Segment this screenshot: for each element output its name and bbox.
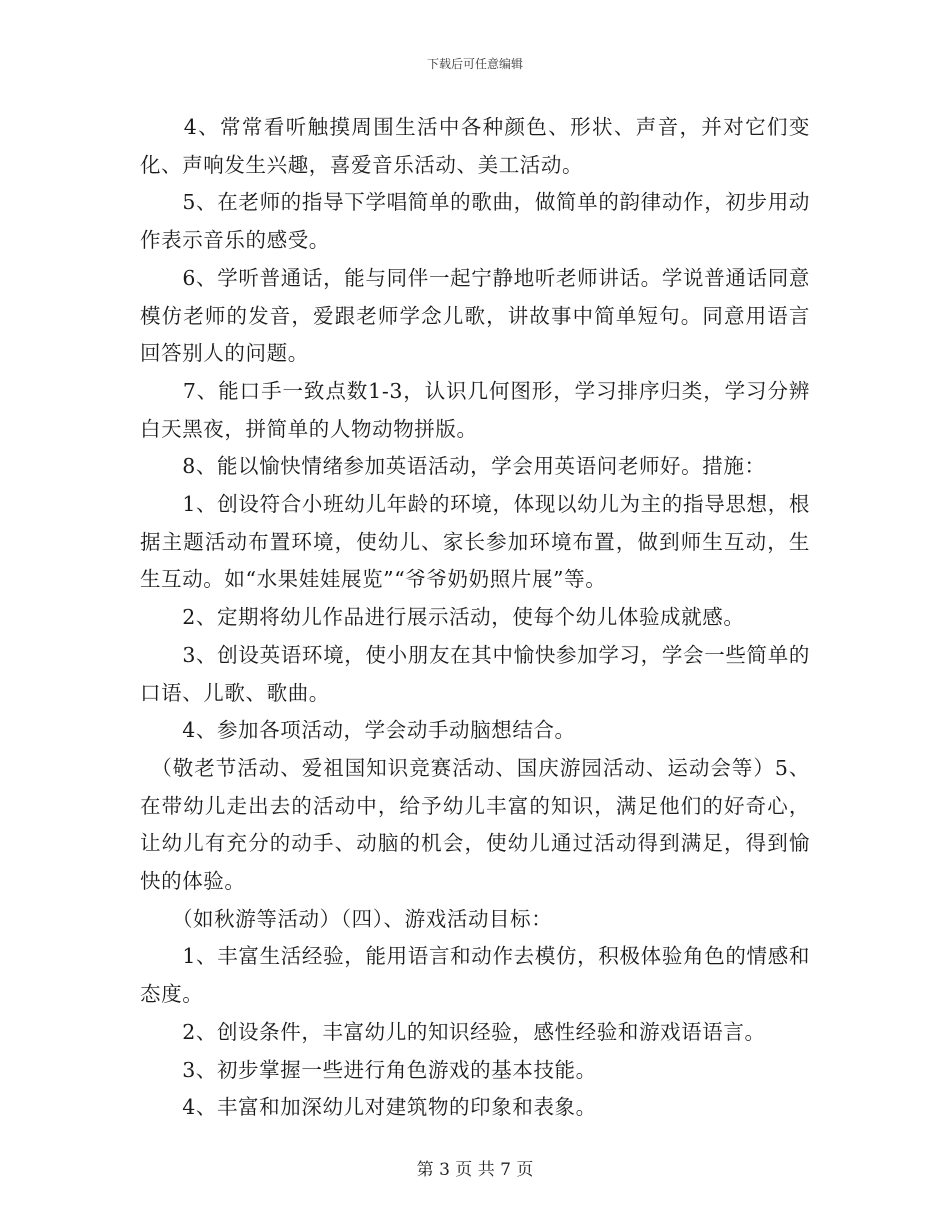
paragraph-goal-8: 8、能以愉快情绪参加英语活动，学会用英语问老师好。措施： (140, 454, 766, 479)
paragraph-measure-1: 1、创设符合小班幼儿年龄的环境，体现以幼儿为主的指导思想，根据主题活动布置环境，使幼儿、家长参加环境布置，做到师生互动，生生互动。如“水果娃娃展览”“爷爷奶奶照片展”等。 (140, 492, 810, 592)
paragraph-goal-6: 6、学听普通话，能与同伴一起宁静地听老师讲话。学说普通话同意模仿老师的发音，爱跟老师学念儿歌，讲故事中简单短句。同意用语言回答别人的问题。 (140, 265, 810, 366)
paragraph-measure-5: （敬老节活动、爱祖国知识竞赛活动、国庆游园活动、运动会等）5、在带幼儿走出去的活动中，给予幼儿丰富的知识，满足他们的好奇心，让幼儿有充分的动手、动脑的机会，使幼儿通过活动得到满足，得到愉快的体验。 (140, 755, 810, 894)
paragraph-measure-3: 3、创设英语环境，使小朋友在其中愉快参加学习，学会一些简单的口语、儿歌、歌曲。 (140, 642, 810, 705)
document-body (140, 109, 810, 1127)
paragraph-measure-4: 4、参加各项活动，学会动手动脑想结合。 (140, 718, 576, 743)
paragraph-game-3: 3、初步掌握一些进行角色游戏的基本技能。 (140, 1057, 597, 1082)
paragraph-goal-7: 7、能口手一致点数1-3，认识几何图形，学习排序归类，学习分辨白天黑夜，拼简单的人物动物拼版。 (140, 378, 810, 441)
paragraph-game-2: 2、创设条件，丰富幼儿的知识经验，感性经验和游戏语语言。 (140, 1019, 766, 1044)
paragraph-measure-2: 2、定期将幼儿作品进行展示活动，使每个幼儿体验成就感。 (140, 605, 745, 630)
paragraph-game-1: 1、丰富生活经验，能用语言和动作去模仿，积极体验角色的情感和态度。 (140, 944, 810, 1007)
paragraph-game-4: 4、丰富和加深幼儿对建筑物的印象和表象。 (140, 1095, 597, 1120)
paragraph-game-heading: （如秋游等活动）（四）、游戏活动目标： (140, 906, 553, 931)
page-header: 下载后可任意编辑 (426, 57, 523, 71)
paragraph-goal-5: 5、在老师的指导下学唱简单的歌曲，做简单的韵律动作，初步用动作表示音乐的感受。 (140, 190, 810, 253)
page-number: 第 3 页 共 7 页 (416, 1160, 534, 1180)
paragraph-goal-4: 4、常常看听触摸周围生活中各种颜色、形状、声音，并对它们变化、声响发生兴趣，喜爱音乐活动、美工活动。 (140, 115, 810, 177)
